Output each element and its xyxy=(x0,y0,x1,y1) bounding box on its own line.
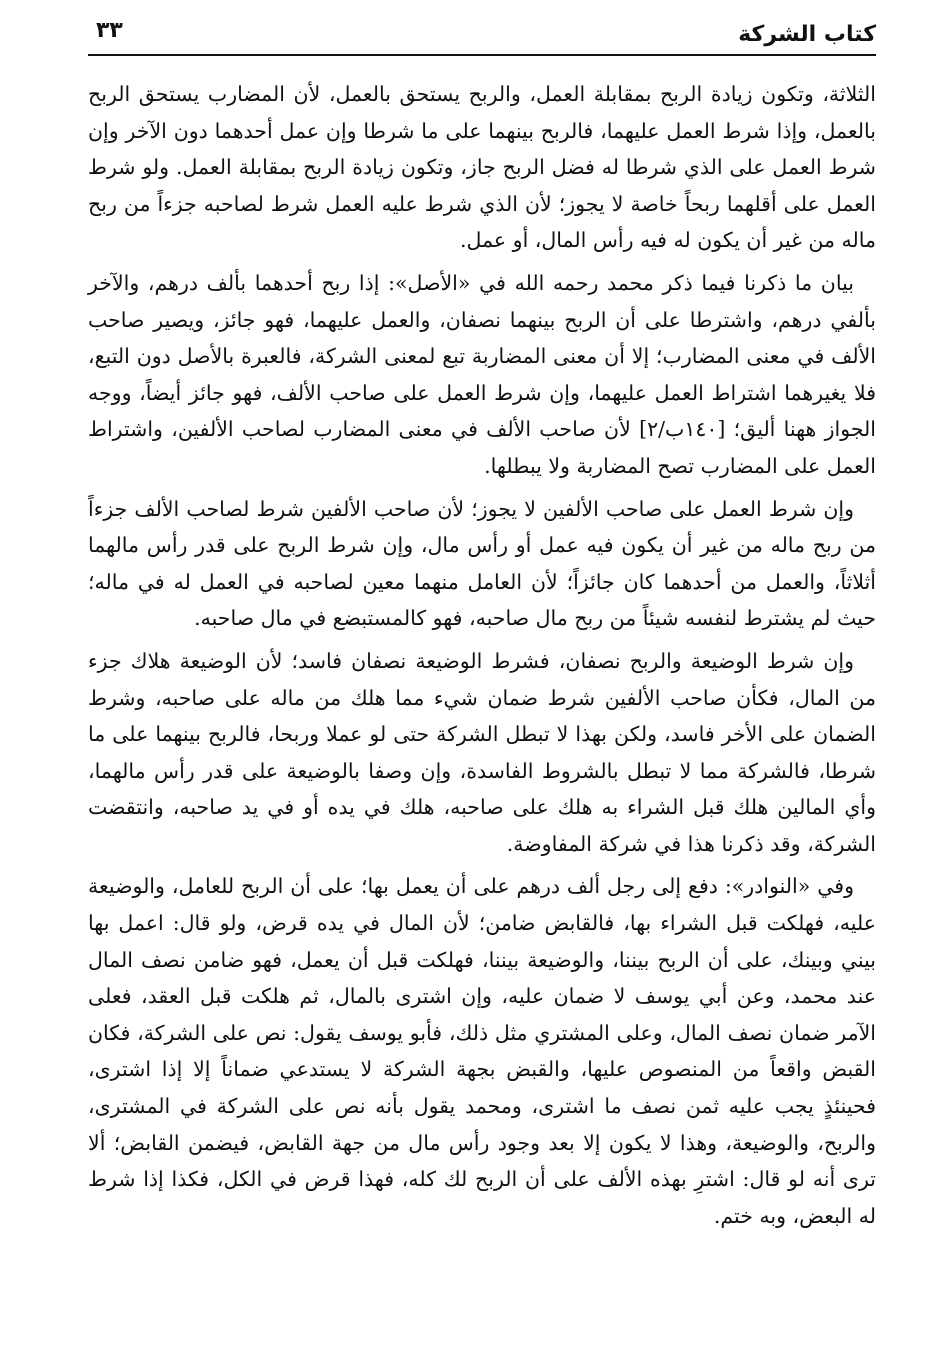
running-title: كتاب الشركة xyxy=(738,22,876,47)
paragraph: الثلاثة، وتكون زيادة الربح بمقابلة العمل، والربح يستحق بالعمل، لأن المضارب يستحق الربح بالعمل، وإذا شرط العمل عليهما، فالربح بينهما على ما شرطا وإن عمل أحدهما دون الآخر وإن شرط العمل على الذي شرطا له فضل الربح جاز، وتكون زيادة الربح بمقابلة العمل. ولو شرط العمل على أقلهما ربحاً خاصة لا يجوز؛ لأن الذي شرط عليه العمل شرط لصاحبه جزءاً من ربح ماله من غير أن يكون له فيه رأس المال، أو عمل. xyxy=(88,82,876,253)
paragraph: وإن شرط العمل على صاحب الألفين لا يجوز؛ لأن صاحب الألفين شرط لصاحب الألف جزءاً من ربح ماله من غير أن يكون فيه عمل أو رأس مال، وإن شرط الربح على قدر رأس مالهما أثلاثاً، والعمل من أحدهما كان جائزاً؛ لأن العامل منهما معين لصاحبه في العمل له في ماله؛ حيث لم يشترط لنفسه شيئاً من ربح مال صاحبه، فهو كالمستبضع في مال صاحبه. xyxy=(88,496,876,631)
paragraph: وإن شرط الوضيعة والربح نصفان، فشرط الوضيعة نصفان فاسد؛ لأن الوضيعة هلاك جزء من المال، فكأن صاحب الألفين شرط ضمان شيء مما هلك من ماله على صاحبه، وشرط الضمان على الأخر فاسد، ولكن بهذا لا تبطل الشركة حتى لو عملا وربحا، فالربح بينهما على ما شرطا، فالشركة مما لا تبطل بالشروط الفاسدة، وإن وصفا بالوضيعة على قدر رأس مالهما، وأي المالين هلك قبل الشراء به هلك على صاحبه، هلك في يده أو في يد صاحبه، وانتقضت الشركة، وقد ذكرنا هذا في شركة المفاوضة. xyxy=(88,648,876,856)
book-page xyxy=(88,10,876,1350)
body-text xyxy=(88,76,876,1234)
paragraph: وفي «النوادر»: دفع إلى رجل ألف درهم على أن يعمل بها؛ على أن الربح للعامل، والوضيعة عليه، فهلكت قبل الشراء بها، فالقابض ضامن؛ لأن المال في يده قرض، ولو قال: اعمل بها بيني وبينك، على أن الربح بيننا، والوضيعة بيننا، فهلكت قبل أن يعمل، فهو ضامن نصف المال عند محمد، وعن أبي يوسف لا ضمان عليه، وإن اشترى بالمال، ثم هلكت قبل العقد، فعلى الآمر ضمان نصف المال، وعلى المشتري مثل ذلك، فأبو يوسف يقول: نص على الشركة، فكان القبض واقعاً من المنصوص عليها، والقبض بجهة الشركة لا يستدعي ضماناً إلا إذا اشترى، فحينئذٍ يجب عليه ثمن نصف ما اشترى، ومحمد يقول بأنه نص على الشركة في المشترى، والربح، والوضيعة، وهذا لا يكون إلا بعد وجود رأس مال من جهة القابض، فيضمن القابض؛ ألا ترى أنه لو قال: اشترِ بهذه الألف على أن الربح لك كله، فهذا قرض في الكل، فكذا إذا شرط له البعض، وبه ختم. xyxy=(88,874,876,1228)
page-number: ٣٣ xyxy=(96,18,123,43)
page-header xyxy=(88,10,876,56)
paragraph: بيان ما ذكرنا فيما ذكر محمد رحمه الله في «الأصل»: إذا ربح أحدهما بألف درهم، والآخر بألفي درهم، واشترطا على أن الربح بينهما نصفان، والعمل عليهما، فهو جائز، ويصير صاحب الألف في معنى المضارب؛ إلا أن معنى المضاربة تبع لمعنى الشركة، فالعبرة بالأصل دون التبع، فلا يغيرهما اشتراط العمل عليهما، وإن شرط العمل على صاحب الألف، فهو جائز أيضاً، ووجه الجواز ههنا أليق؛ [١٤٠ب/٢] لأن صاحب الألف في معنى المضارب لصاحب الألفين، واشتراط العمل على المضارب تصح المضاربة ولا يبطلها. xyxy=(88,270,877,478)
